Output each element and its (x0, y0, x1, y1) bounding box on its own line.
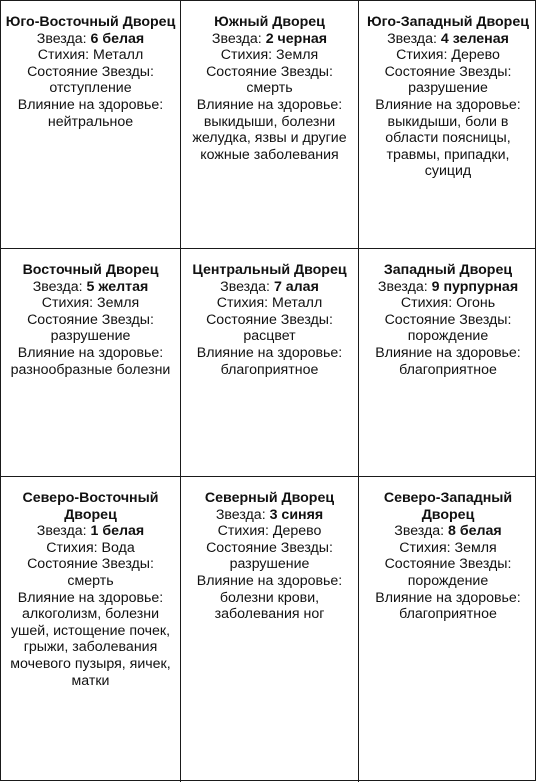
star-line (363, 31, 533, 48)
state-label: Состояние Звезды: (27, 556, 154, 573)
palace-title: Восточный Дворец (22, 262, 159, 278)
health-label: Влияние на здоровье: (375, 96, 521, 113)
health-label: Влияние на здоровье: (196, 344, 343, 361)
element-line: Стихия: Металл (37, 47, 144, 64)
palace-cell-west (359, 249, 536, 477)
state-value: разрушение (50, 328, 131, 345)
star-value: 6 белая (90, 30, 145, 47)
palace-title: Южный Дворец (214, 14, 325, 30)
health-value: благоприятное (399, 361, 497, 378)
element-line: Стихия: Огонь (400, 295, 496, 312)
state-value: смерть (67, 572, 114, 589)
star-line (185, 507, 354, 524)
star-label: Звезда: (387, 30, 441, 47)
health-value: разнообразные болезни (10, 361, 171, 378)
health-value: благоприятное (220, 361, 319, 378)
health-value: выкидыши, боли в области поясницы, травмы, припадки, суицид (385, 113, 511, 180)
palace-title: Западный Дворец (383, 262, 513, 278)
palace-cell-southeast (1, 1, 181, 249)
palace-cell-northwest (359, 477, 536, 782)
palace-cell-south (181, 1, 359, 249)
element-line: Стихия: Земля (41, 295, 140, 312)
star-label: Звезда: (215, 506, 270, 523)
health-label: Влияние на здоровье: (196, 96, 343, 113)
element-line: Стихия: Металл (216, 295, 323, 312)
star-label: Звезда: (36, 523, 91, 540)
star-value: 3 синяя (269, 506, 324, 523)
star-line (185, 31, 354, 48)
element-line: Стихия: Дерево (396, 47, 500, 64)
state-label: Состояние Звезды: (384, 311, 512, 328)
star-label: Звезда: (394, 523, 449, 540)
palace-title: Центральный Дворец (192, 262, 347, 278)
health-label: Влияние на здоровье: (375, 344, 521, 361)
star-line (363, 523, 533, 540)
state-value: разрушение (408, 80, 488, 97)
health-value: нейтральное (47, 113, 134, 130)
health-label: Влияние на здоровье: (17, 344, 164, 361)
palace-title: Северо-Восточный Дворец (22, 490, 159, 523)
star-value: 2 черная (265, 30, 328, 47)
state-value: разрушение (229, 556, 310, 573)
palace-cell-east (1, 249, 181, 477)
star-label: Звезда: (211, 30, 266, 47)
palace-title: Северо-Западный Дворец (383, 490, 513, 523)
palace-cell-northeast (1, 477, 181, 782)
state-label: Состояние Звезды: (206, 539, 333, 556)
star-line (5, 31, 176, 48)
palace-cell-southwest (359, 1, 536, 249)
element-line: Стихия: Земля (220, 47, 319, 64)
star-line (363, 279, 533, 296)
element-line: Стихия: Дерево (217, 523, 322, 540)
health-value: алкоголизм, болезни ушей, истощение почек, грыжи, заболевания мочевого пузыря, яичек, матки (10, 606, 171, 689)
state-value: порождение (407, 328, 489, 345)
star-value: 9 пурпурная (431, 278, 519, 295)
element-line: Стихия: Вода (46, 539, 135, 556)
state-value: отступление (49, 80, 132, 97)
star-line (5, 279, 176, 296)
star-value: 4 зеленая (440, 30, 509, 47)
health-label: Влияние на здоровье: (17, 96, 164, 113)
health-value: болезни крови, заболевания ног (214, 589, 325, 623)
state-label: Состояние Звезды: (27, 311, 154, 328)
state-label: Состояние Звезды: (206, 311, 333, 328)
state-value: порождение (407, 572, 489, 589)
state-label: Состояние Звезды: (27, 63, 154, 80)
star-label: Звезда: (220, 278, 274, 295)
star-label: Звезда: (36, 30, 91, 47)
palace-cell-center (181, 249, 359, 477)
state-label: Состояние Звезды: (384, 63, 512, 80)
health-value: выкидыши, болезни желудка, язвы и другие кожные заболевания (192, 113, 347, 163)
star-value: 7 алая (273, 278, 319, 295)
health-label: Влияние на здоровье: (375, 589, 521, 606)
state-label: Состояние Звезды: (206, 63, 333, 80)
health-label: Влияние на здоровье: (196, 572, 343, 589)
star-line (5, 523, 176, 540)
health-value: благоприятное (399, 606, 497, 623)
star-value: 8 белая (448, 523, 502, 540)
palace-title: Юго-Восточный Дворец (5, 14, 176, 30)
star-label: Звезда: (377, 278, 432, 295)
state-label: Состояние Звезды: (384, 556, 512, 573)
palace-cell-north (181, 477, 359, 782)
star-label: Звезда: (32, 278, 87, 295)
star-value: 5 желтая (86, 278, 149, 295)
palace-title: Юго-Западный Дворец (367, 14, 529, 30)
star-line (185, 279, 354, 296)
state-value: расцвет (243, 328, 296, 345)
star-value: 1 белая (90, 523, 145, 540)
health-label: Влияние на здоровье: (17, 589, 164, 606)
state-value: смерть (246, 80, 293, 97)
palace-title: Северный Дворец (204, 490, 335, 506)
element-line: Стихия: Земля (399, 539, 497, 556)
